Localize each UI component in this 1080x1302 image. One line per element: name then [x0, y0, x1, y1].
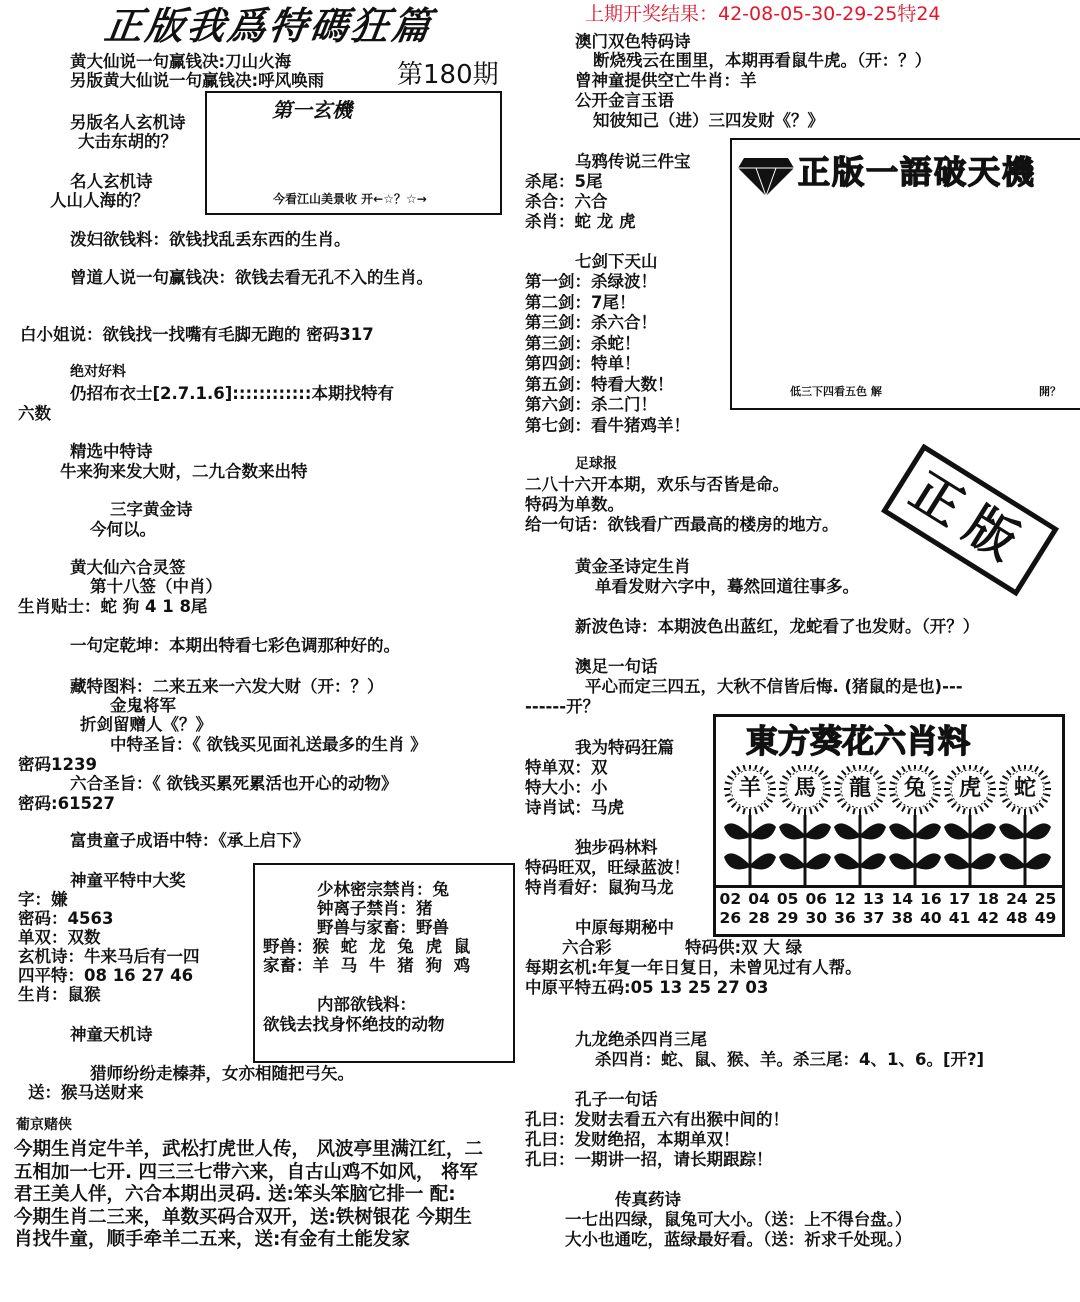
text-line: 藏特图料：二来五来一六发大财（开：？） — [70, 677, 384, 696]
divider — [716, 885, 1062, 888]
text-line: 大小也通吃，蓝绿最好看。（送：祈求千处现。） — [565, 1230, 912, 1249]
zodiac-label: 龍 — [848, 776, 871, 801]
seven-swords-list — [525, 272, 690, 436]
box-footer: 低三下四看五色 解 — [790, 385, 882, 398]
text-line: 给一句话：欲钱看广西最高的楼房的地方。 — [525, 515, 839, 534]
paragraph — [14, 1139, 483, 1252]
text-line: 人山人海的？ — [50, 191, 149, 210]
text-line: 诗肖试：马虎 — [525, 798, 624, 817]
text-line: 绝对好料 — [70, 364, 126, 380]
number-cell: 12 — [834, 890, 856, 908]
zodiac-label: 羊 — [738, 776, 761, 801]
text-line: 仍招布衣士[2.7.1.6]::::::::::::本期找特有 — [70, 384, 394, 403]
text-line: 平心而定三四五，大秋不信皆后悔. (猪鼠的是也)--- — [585, 677, 963, 696]
number-cell: 18 — [977, 890, 1000, 908]
list-item: 第一剑：杀绿波！ — [525, 272, 657, 291]
text-line: 二八十六开本期，欢乐与否皆是命。 — [525, 475, 789, 494]
list-item: 第五剑：特看大数！ — [525, 374, 674, 394]
page-title: 正版我爲特碼狂篇 — [101, 4, 437, 48]
paragraph-line: 今期生肖定牛羊，武松打虎世人传， 风波亭里满江红，二 — [14, 1139, 483, 1160]
text-line: 牛来狗来发大财，二九合数来出特 — [60, 462, 308, 481]
zodiac-label: 虎 — [958, 776, 981, 801]
text-line: 足球报 — [575, 456, 617, 472]
text-line: 密码:61527 — [18, 794, 116, 813]
number-grid — [716, 890, 1060, 928]
number-cell: 36 — [834, 909, 856, 927]
text-line: 特肖看好：鼠狗马龙 — [525, 878, 674, 897]
text-line: 知彼知己（进）三四发财《？》 — [593, 111, 824, 130]
text-line: 神童平特中大奖 — [70, 871, 186, 890]
text-line: 我为特码狂篇 — [575, 738, 674, 757]
text-line: 中原平特五码:05 13 25 27 03 — [525, 978, 769, 997]
list-item: 第二剑：7尾！ — [525, 292, 636, 312]
number-cell: 48 — [1006, 909, 1028, 927]
zodiac-label: 蛇 — [1013, 776, 1036, 801]
number-row — [716, 909, 1060, 928]
number-cell: 42 — [977, 909, 1000, 927]
text-line: 断烧残云在围里，本期再看鼠牛虎。（开：？） — [593, 51, 932, 70]
number-cell: 24 — [1006, 890, 1028, 908]
text-line: 中原每期秘中 — [575, 918, 674, 937]
number-cell: 26 — [719, 909, 742, 927]
list-item: 第七剑：看牛猪鸡羊！ — [525, 415, 690, 435]
list-item: 第三剑：杀蛇！ — [525, 333, 641, 353]
list-item: 第四剑：特单！ — [525, 354, 641, 373]
box-title: 正版一語破天機 — [798, 153, 1037, 191]
number-cell: 05 — [776, 890, 799, 908]
list-item: 第三剑：杀六合！ — [525, 313, 657, 332]
text-line: 生肖：鼠猴 — [18, 985, 101, 1004]
text-line: 字：嫌 — [18, 890, 68, 909]
text-line: 传真药诗 — [615, 1190, 681, 1209]
sunflower-icon — [942, 765, 998, 885]
text-line: 杀四肖：蛇、鼠、猴、羊。杀三尾：4、1、6。[开?] — [595, 1050, 985, 1069]
text-line: 特码为单数。 — [525, 495, 624, 514]
zodiac-label: 兔 — [903, 776, 926, 801]
text-line: 金鬼将军 — [110, 696, 176, 715]
text-line: 公开金言玉语 — [575, 91, 674, 110]
zodiac-label: 馬 — [793, 776, 816, 801]
paragraph-line: 五相加一七开. 四三三七带六来，自古山鸡不如风， 将军 — [14, 1161, 478, 1183]
issue-number: 第180期 — [397, 60, 499, 90]
text-line: 葡京赌侠 — [16, 1117, 72, 1133]
text-line: 杀合：六合 — [525, 192, 608, 211]
text-line: 单看发财六字中，蓦然回道往事多。 — [595, 577, 859, 596]
sunflower-icon — [997, 765, 1053, 885]
number-cell: 06 — [805, 890, 828, 908]
text-line: 野兽与家畜：野兽 — [317, 918, 449, 937]
text-line: 特单双：双 — [525, 758, 608, 777]
number-cell: 37 — [862, 909, 885, 927]
text-line: 密码1239 — [18, 755, 97, 774]
text-line: 杀尾：5尾 — [525, 172, 603, 191]
text-line: 孔曰：发财绝招，本期单双！ — [525, 1130, 740, 1149]
text-line: 孔曰：一期讲一招，请长期跟踪！ — [525, 1150, 773, 1169]
box-title: 東方葵花六肖料 — [746, 722, 971, 760]
text-line: 特码供:双 大 绿 — [685, 938, 803, 957]
text-line: 七剑下天山 — [575, 252, 658, 271]
number-cell: 13 — [862, 890, 885, 908]
list-item: 第六剑：杀二门！ — [525, 395, 657, 414]
text-line: 钟离子禁肖：猪 — [317, 899, 433, 918]
box-forbidden-zodiac — [253, 863, 515, 1063]
box-footer-2: 開？ — [1039, 385, 1061, 398]
paragraph-line: 今期生肖二三来，单数买码合双开，送:铁树银花 今期生 — [14, 1206, 472, 1228]
text-line: 孔子一句话 — [575, 1090, 658, 1109]
text-line: 六合彩 — [562, 938, 612, 957]
text-line: 富贵童子成语中特：《承上启下》 — [70, 831, 310, 850]
text-line: 乌鸦传说三件宝 — [575, 152, 691, 171]
text-line: 特码旺双，旺绿蓝波！ — [525, 858, 690, 877]
text-line: 家畜：羊 马 牛 猪 狗 鸡 — [263, 956, 471, 975]
box-footer: 今看江山美景收 开←☆？☆→ — [273, 192, 427, 206]
text-line: 一句定乾坤：本期出特看七彩色调那种好的。 — [70, 636, 400, 655]
text-line: 澳门双色特码诗 — [575, 32, 691, 51]
sunflower-icon — [722, 765, 778, 885]
text-line: 特大小：小 — [525, 778, 608, 797]
text-line: 内部欲钱料： — [317, 995, 416, 1014]
text-line: 中特圣旨：《 欲钱买见面礼送最多的生肖 》 — [110, 735, 427, 754]
last-result: 上期开奖结果：42-08-05-30-29-25特24 — [585, 3, 941, 25]
box-title: 第一玄機 — [272, 98, 352, 122]
text-line: 黄大仙六合灵签 — [70, 558, 186, 577]
box-one-word — [730, 138, 1080, 410]
sunflower-icon — [832, 765, 888, 885]
text-line: 九龙绝杀四肖三尾 — [575, 1030, 707, 1049]
number-cell: 40 — [920, 909, 942, 927]
number-cell: 25 — [1034, 890, 1057, 908]
text-line: 生肖贴士：蛇 狗 4 1 8尾 — [18, 597, 208, 616]
text-line: 六合圣旨：《 欲钱买累死累活也开心的动物》 — [70, 774, 398, 793]
text-line: 欲钱去找身怀绝技的动物 — [263, 1015, 445, 1034]
text-line: 六数 — [18, 404, 51, 423]
text-line: 另版名人玄机诗 — [70, 113, 186, 132]
diamond-icon — [736, 154, 796, 198]
text-line: 大击东胡的？ — [78, 132, 177, 151]
text-line: 三字黄金诗 — [110, 500, 193, 519]
text-line: 孔曰：发财去看五六有出猴中间的！ — [525, 1110, 789, 1129]
text-line: 每期玄机:年复一年日复日，未曾见过有人帮。 — [525, 958, 862, 977]
text-line: 黄金圣诗定生肖 — [575, 557, 691, 576]
text-line: 野兽：猴 蛇 龙 兔 虎 鼠 — [263, 937, 471, 956]
number-cell: 28 — [748, 909, 770, 927]
text-line: 新波色诗：本期波色出蓝红，龙蛇看了也发财。（开？） — [575, 617, 980, 636]
text-line: ------开？ — [525, 697, 600, 716]
number-cell: 04 — [748, 890, 770, 908]
text-line: 精选中特诗 — [70, 442, 153, 461]
text-line: 黄大仙说一句赢钱决:刀山火海 — [70, 52, 292, 71]
number-cell: 29 — [776, 909, 799, 927]
text-line: 单双：双数 — [18, 928, 101, 947]
text-line: 猎师纷纷走榛莽，女亦相随把弓矢。 — [90, 1064, 354, 1083]
text-line: 一七出四绿，鼠兔可大小。（送：上不得台盘。） — [565, 1210, 912, 1229]
text-line: 曾道人说一句赢钱决：欲钱去看无孔不入的生肖。 — [70, 268, 433, 287]
paragraph-line: 肖找牛童，顺手牵羊二五来，送:有金有土能发家 — [14, 1229, 410, 1250]
sunflower-icon — [777, 765, 833, 885]
text-line: 今何以。 — [90, 520, 156, 539]
text-line: 密码：4563 — [18, 909, 114, 928]
text-line: 神童天机诗 — [70, 1025, 153, 1044]
text-line: 另版黄大仙说一句赢钱决:呼风唤雨 — [70, 71, 325, 90]
number-cell: 14 — [891, 890, 914, 908]
sunflower-icon — [887, 765, 943, 885]
number-cell: 41 — [948, 909, 971, 927]
number-cell: 16 — [920, 890, 942, 908]
number-cell: 17 — [948, 890, 971, 908]
text-line: 曾神童提供空亡牛肖：羊 — [575, 71, 757, 90]
number-cell: 49 — [1034, 909, 1057, 927]
text-line: 杀肖：蛇 龙 虎 — [525, 212, 636, 231]
paragraph-line: 君王美人伴，六合本期出灵码. 送:笨头笨脑它排一 配: — [14, 1184, 456, 1205]
number-cell: 38 — [891, 909, 914, 927]
text-line: 送：猴马送财来 — [28, 1083, 144, 1102]
text-line: 澳足一句话 — [575, 657, 658, 676]
text-line: 白小姐说：欲钱找一找嘴有毛脚无跑的 密码317 — [20, 325, 374, 344]
text-line: 独步码林料 — [575, 838, 658, 857]
text-line: 四平特：08 16 27 46 — [18, 966, 194, 985]
text-line: 少林密宗禁肖：兔 — [317, 880, 449, 899]
text-line: 泼妇欲钱料：欲钱找乱丢东西的生肖。 — [70, 230, 351, 249]
number-cell: 02 — [719, 890, 742, 908]
text-line: 玄机诗：牛来马后有一四 — [18, 947, 200, 966]
number-cell: 30 — [805, 909, 828, 927]
text-line: 折剑留赠人《？》 — [80, 715, 212, 734]
text-line: 名人玄机诗 — [70, 172, 153, 191]
authentic-stamp: 正版 — [881, 444, 1059, 597]
number-row — [716, 890, 1060, 909]
box-first-mystery — [205, 91, 502, 215]
text-line: 第十八签（中肖） — [90, 577, 222, 596]
